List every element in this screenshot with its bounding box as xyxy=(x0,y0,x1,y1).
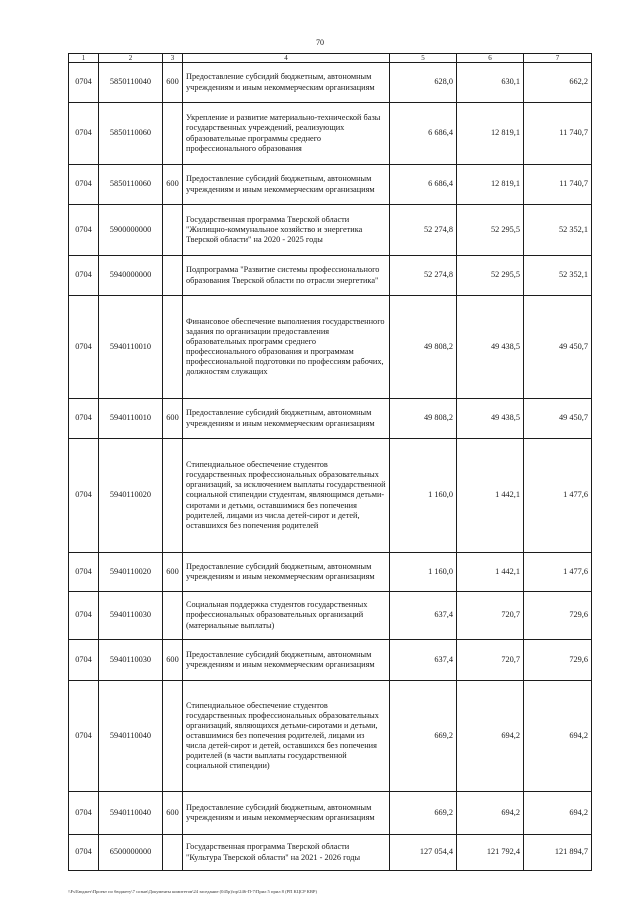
table-row xyxy=(69,640,592,681)
amount-year3-cell: 729,6 xyxy=(524,592,592,640)
amount-year1-cell: 1 160,0 xyxy=(390,553,457,592)
amount-year1-cell: 6 686,4 xyxy=(390,165,457,205)
table-row xyxy=(69,592,592,640)
amount-year3-cell: 121 894,7 xyxy=(524,835,592,871)
amount-year1-cell: 127 054,4 xyxy=(390,835,457,871)
amount-year1-cell: 628,0 xyxy=(390,63,457,103)
section-code-cell: 0704 xyxy=(69,399,99,439)
amount-year1-cell: 52 274,8 xyxy=(390,256,457,296)
expense-type-cell: 600 xyxy=(163,640,183,681)
expense-type-cell: 600 xyxy=(163,399,183,439)
expense-type-cell xyxy=(163,835,183,871)
expense-type-cell: 600 xyxy=(163,792,183,835)
page-number: 70 xyxy=(316,38,324,47)
target-code-cell: 5940110040 xyxy=(99,792,163,835)
description-cell: Предоставление субсидий бюджетным, автономным учреждениям и иным некоммерческим организациям xyxy=(183,792,390,835)
amount-year1-cell: 52 274,8 xyxy=(390,205,457,256)
expense-type-cell xyxy=(163,103,183,165)
amount-year3-cell: 694,2 xyxy=(524,792,592,835)
file-path-footer: \\Fs\Бюджет\Проект по бюджету\7 созыв\Документы комитетов\24 заседание (045р)\пр\246-П-7\Прил 5 прил 8 (РП КЦСР КВР) xyxy=(68,889,317,894)
table-row xyxy=(69,835,592,871)
table-row xyxy=(69,165,592,205)
table-row xyxy=(69,553,592,592)
target-code-cell: 5940000000 xyxy=(99,256,163,296)
amount-year2-cell: 694,2 xyxy=(457,792,524,835)
target-code-cell: 5900000000 xyxy=(99,205,163,256)
header-cell: 3 xyxy=(163,54,183,63)
table-row xyxy=(69,256,592,296)
description-cell: Предоставление субсидий бюджетным, автономным учреждениям и иным некоммерческим организациям xyxy=(183,63,390,103)
description-cell: Предоставление субсидий бюджетным, автономным учреждениям и иным некоммерческим организациям xyxy=(183,165,390,205)
amount-year1-cell: 637,4 xyxy=(390,592,457,640)
amount-year3-cell: 52 352,1 xyxy=(524,205,592,256)
description-cell: Подпрограмма "Развитие системы профессионального образования Тверской области по отрасли энергетика" xyxy=(183,256,390,296)
amount-year3-cell: 1 477,6 xyxy=(524,439,592,553)
budget-table xyxy=(68,53,592,871)
target-code-cell: 5850110040 xyxy=(99,63,163,103)
amount-year1-cell: 49 808,2 xyxy=(390,296,457,399)
section-code-cell: 0704 xyxy=(69,640,99,681)
amount-year3-cell: 694,2 xyxy=(524,681,592,792)
section-code-cell: 0704 xyxy=(69,63,99,103)
amount-year2-cell: 49 438,5 xyxy=(457,399,524,439)
section-code-cell: 0704 xyxy=(69,296,99,399)
section-code-cell: 0704 xyxy=(69,205,99,256)
expense-type-cell xyxy=(163,296,183,399)
expense-type-cell xyxy=(163,681,183,792)
section-code-cell: 0704 xyxy=(69,553,99,592)
description-cell: Государственная программа Тверской области "Культура Тверской области" на 2021 - 2026 годы xyxy=(183,835,390,871)
header-cell: 1 xyxy=(69,54,99,63)
header-cell: 2 xyxy=(99,54,163,63)
table-row xyxy=(69,103,592,165)
target-code-cell: 5940110010 xyxy=(99,399,163,439)
description-cell: Социальная поддержка студентов государственных профессиональных образовательных организаций (материальные выплаты) xyxy=(183,592,390,640)
amount-year3-cell: 49 450,7 xyxy=(524,296,592,399)
target-code-cell: 5940110030 xyxy=(99,592,163,640)
amount-year2-cell: 720,7 xyxy=(457,640,524,681)
table-row xyxy=(69,399,592,439)
table-row xyxy=(69,792,592,835)
table-row xyxy=(69,681,592,792)
expense-type-cell: 600 xyxy=(163,165,183,205)
amount-year3-cell: 662,2 xyxy=(524,63,592,103)
amount-year2-cell: 1 442,1 xyxy=(457,439,524,553)
description-cell: Предоставление субсидий бюджетным, автономным учреждениям и иным некоммерческим организациям xyxy=(183,553,390,592)
amount-year1-cell: 669,2 xyxy=(390,681,457,792)
amount-year2-cell: 49 438,5 xyxy=(457,296,524,399)
amount-year1-cell: 1 160,0 xyxy=(390,439,457,553)
amount-year3-cell: 49 450,7 xyxy=(524,399,592,439)
amount-year3-cell: 729,6 xyxy=(524,640,592,681)
header-cell: 4 xyxy=(183,54,390,63)
description-cell: Стипендиальное обеспечение студентов государственных профессиональных образовательных организаций, за исключением выплаты государственной социальной стипендии студентам, являющимся детьми-сиротами и детьми, оставшимися без попечения родителей, лицами из числа детей-сирот и детей, оставшихся без попечения родителей xyxy=(183,439,390,553)
amount-year1-cell: 49 808,2 xyxy=(390,399,457,439)
amount-year3-cell: 11 740,7 xyxy=(524,103,592,165)
target-code-cell: 5940110040 xyxy=(99,681,163,792)
table-row xyxy=(69,63,592,103)
table-row xyxy=(69,439,592,553)
section-code-cell: 0704 xyxy=(69,103,99,165)
target-code-cell: 5940110030 xyxy=(99,640,163,681)
section-code-cell: 0704 xyxy=(69,681,99,792)
target-code-cell: 5850110060 xyxy=(99,165,163,205)
amount-year1-cell: 6 686,4 xyxy=(390,103,457,165)
expense-type-cell: 600 xyxy=(163,553,183,592)
amount-year2-cell: 720,7 xyxy=(457,592,524,640)
target-code-cell: 6500000000 xyxy=(99,835,163,871)
target-code-cell: 5850110060 xyxy=(99,103,163,165)
section-code-cell: 0704 xyxy=(69,835,99,871)
section-code-cell: 0704 xyxy=(69,165,99,205)
section-code-cell: 0704 xyxy=(69,439,99,553)
description-cell: Финансовое обеспечение выполнения государственного задания по организации предоставления образовательных программ среднего профессионального образования и программам профессиональной подготовки по профессиям рабочих, должностям служащих xyxy=(183,296,390,399)
expense-type-cell xyxy=(163,205,183,256)
amount-year2-cell: 12 819,1 xyxy=(457,165,524,205)
header-cell: 6 xyxy=(457,54,524,63)
table-row xyxy=(69,296,592,399)
expense-type-cell xyxy=(163,256,183,296)
description-cell: Государственная программа Тверской области "Жилищно-коммунальное хозяйство и энергетика Тверской области" на 2020 - 2025 годы xyxy=(183,205,390,256)
amount-year2-cell: 121 792,4 xyxy=(457,835,524,871)
amount-year2-cell: 12 819,1 xyxy=(457,103,524,165)
section-code-cell: 0704 xyxy=(69,592,99,640)
amount-year2-cell: 1 442,1 xyxy=(457,553,524,592)
amount-year3-cell: 1 477,6 xyxy=(524,553,592,592)
target-code-cell: 5940110020 xyxy=(99,553,163,592)
section-code-cell: 0704 xyxy=(69,792,99,835)
description-cell: Укрепление и развитие материально-технической базы государственных учреждений, реализующих образовательные программы среднего профессионального образования xyxy=(183,103,390,165)
amount-year2-cell: 52 295,5 xyxy=(457,205,524,256)
header-cell: 7 xyxy=(524,54,592,63)
target-code-cell: 5940110010 xyxy=(99,296,163,399)
description-cell: Стипендиальное обеспечение студентов государственных профессиональных образовательных организаций, являющихся детьми-сиротами и детьми, оставшимися без попечения родителей, лицами из числа детей-сирот и детей, оставшихся без попечения родителей (в части выплаты государственной социальной стипендии) xyxy=(183,681,390,792)
target-code-cell: 5940110020 xyxy=(99,439,163,553)
description-cell: Предоставление субсидий бюджетным, автономным учреждениям и иным некоммерческим организациям xyxy=(183,640,390,681)
section-code-cell: 0704 xyxy=(69,256,99,296)
header-cell: 5 xyxy=(390,54,457,63)
expense-type-cell xyxy=(163,439,183,553)
description-cell: Предоставление субсидий бюджетным, автономным учреждениям и иным некоммерческим организациям xyxy=(183,399,390,439)
expense-type-cell xyxy=(163,592,183,640)
amount-year3-cell: 11 740,7 xyxy=(524,165,592,205)
table-row xyxy=(69,205,592,256)
amount-year2-cell: 694,2 xyxy=(457,681,524,792)
expense-type-cell: 600 xyxy=(163,63,183,103)
amount-year3-cell: 52 352,1 xyxy=(524,256,592,296)
amount-year1-cell: 637,4 xyxy=(390,640,457,681)
amount-year2-cell: 52 295,5 xyxy=(457,256,524,296)
header-row xyxy=(69,54,592,63)
amount-year2-cell: 630,1 xyxy=(457,63,524,103)
amount-year1-cell: 669,2 xyxy=(390,792,457,835)
